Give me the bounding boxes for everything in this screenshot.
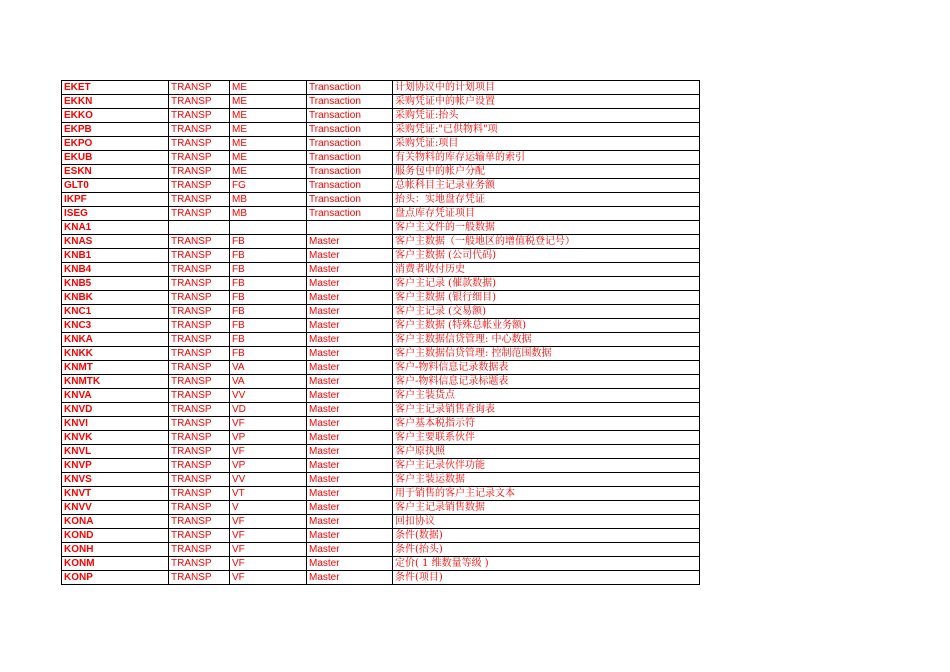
cell-data-type[interactable]: Master [307, 445, 393, 459]
cell-application[interactable]: VF [230, 543, 307, 557]
cell-application[interactable]: FB [230, 347, 307, 361]
cell-data-type[interactable]: Transaction [307, 95, 393, 109]
cell-description[interactable]: 客户主数据信贷管理: 控制范围数据 [393, 347, 700, 361]
cell-data-type[interactable]: Transaction [307, 179, 393, 193]
cell-table-name[interactable]: KNVV [62, 501, 169, 515]
cell-application[interactable]: ME [230, 151, 307, 165]
cell-description[interactable]: 客户主记录 (交易额) [393, 305, 700, 319]
cell-table-class[interactable]: TRANSP [169, 109, 230, 123]
cell-description[interactable]: 定价( 1 维数量等级 ) [393, 557, 700, 571]
table-row [62, 319, 700, 333]
cell-data-type[interactable]: Master [307, 291, 393, 305]
cell-data-type[interactable]: Master [307, 249, 393, 263]
cell-table-name[interactable]: KNAS [62, 235, 169, 249]
cell-description[interactable]: 客户主记录 (催款数据) [393, 277, 700, 291]
table-row [62, 543, 700, 557]
cell-application[interactable]: V [230, 501, 307, 515]
cell-description[interactable]: 总帐科目主记录业务额 [393, 179, 700, 193]
cell-description[interactable]: 客户主记录销售数据 [393, 501, 700, 515]
cell-application[interactable]: FG [230, 179, 307, 193]
cell-table-class[interactable]: TRANSP [169, 123, 230, 137]
cell-application[interactable]: FB [230, 249, 307, 263]
cell-table-class[interactable]: TRANSP [169, 361, 230, 375]
cell-table-class[interactable] [169, 221, 230, 235]
table-row [62, 81, 700, 95]
table-row [62, 207, 700, 221]
cell-data-type[interactable]: Master [307, 277, 393, 291]
cell-application[interactable]: ME [230, 81, 307, 95]
cell-application[interactable]: VD [230, 403, 307, 417]
table-row [62, 109, 700, 123]
table-row [62, 249, 700, 263]
cell-application[interactable]: VF [230, 571, 307, 585]
cell-description[interactable]: 条件(数据) [393, 529, 700, 543]
cell-data-type[interactable]: Transaction [307, 193, 393, 207]
cell-description[interactable]: 条件(抬头) [393, 543, 700, 557]
cell-table-name[interactable]: KNVL [62, 445, 169, 459]
cell-application[interactable]: ME [230, 137, 307, 151]
cell-table-class[interactable]: TRANSP [169, 305, 230, 319]
cell-description[interactable]: 客户主装货点 [393, 389, 700, 403]
cell-data-type[interactable]: Transaction [307, 137, 393, 151]
cell-data-type[interactable]: Master [307, 375, 393, 389]
cell-table-name[interactable]: IKPF [62, 193, 169, 207]
cell-table-name[interactable]: KONH [62, 543, 169, 557]
table-row [62, 515, 700, 529]
cell-application[interactable]: VF [230, 445, 307, 459]
cell-table-name[interactable]: KNMTK [62, 375, 169, 389]
cell-data-type[interactable]: Transaction [307, 123, 393, 137]
cell-table-name[interactable]: KNB1 [62, 249, 169, 263]
cell-table-name[interactable]: EKUB [62, 151, 169, 165]
cell-table-class[interactable]: TRANSP [169, 291, 230, 305]
cell-description[interactable]: 采购凭证:抬头 [393, 109, 700, 123]
cell-table-name[interactable]: EKPB [62, 123, 169, 137]
cell-data-type[interactable]: Transaction [307, 207, 393, 221]
cell-description[interactable]: 抬头：实地盘存凭证 [393, 193, 700, 207]
cell-description[interactable]: 客户主数据 (公司代码) [393, 249, 700, 263]
cell-table-class[interactable]: TRANSP [169, 543, 230, 557]
table-row [62, 417, 700, 431]
table-row [62, 151, 700, 165]
cell-table-class[interactable]: TRANSP [169, 459, 230, 473]
cell-data-type[interactable]: Master [307, 473, 393, 487]
cell-data-type[interactable]: Master [307, 459, 393, 473]
table-row [62, 459, 700, 473]
cell-data-type[interactable]: Master [307, 543, 393, 557]
cell-description[interactable]: 采购凭证中的帐户设置 [393, 95, 700, 109]
table-row [62, 235, 700, 249]
table-row [62, 263, 700, 277]
cell-data-type[interactable]: Master [307, 361, 393, 375]
cell-application[interactable]: FB [230, 305, 307, 319]
cell-data-type[interactable]: Master [307, 515, 393, 529]
cell-table-class[interactable]: TRANSP [169, 263, 230, 277]
cell-application[interactable]: VP [230, 459, 307, 473]
cell-table-name[interactable]: KNBK [62, 291, 169, 305]
cell-table-class[interactable]: TRANSP [169, 193, 230, 207]
cell-application[interactable]: ME [230, 95, 307, 109]
cell-table-name[interactable]: KNB5 [62, 277, 169, 291]
cell-description[interactable]: 计划协议中的计划项目 [393, 81, 700, 95]
cell-data-type[interactable]: Master [307, 235, 393, 249]
cell-table-name[interactable]: KNC1 [62, 305, 169, 319]
cell-table-name[interactable]: KNVT [62, 487, 169, 501]
cell-application[interactable]: ME [230, 123, 307, 137]
table-row [62, 501, 700, 515]
cell-table-name[interactable]: KNMT [62, 361, 169, 375]
cell-application[interactable]: FB [230, 263, 307, 277]
table-row [62, 529, 700, 543]
cell-description[interactable]: 盘点库存凭证项目 [393, 207, 700, 221]
cell-table-class[interactable]: TRANSP [169, 571, 230, 585]
cell-table-class[interactable]: TRANSP [169, 431, 230, 445]
cell-data-type[interactable]: Transaction [307, 81, 393, 95]
cell-application[interactable]: VP [230, 431, 307, 445]
table-body [62, 81, 700, 585]
cell-table-name[interactable]: ISEG [62, 207, 169, 221]
cell-table-class[interactable]: TRANSP [169, 165, 230, 179]
cell-application[interactable]: VT [230, 487, 307, 501]
table-row [62, 487, 700, 501]
cell-description[interactable]: 采购凭证:项目 [393, 137, 700, 151]
cell-application[interactable]: MB [230, 193, 307, 207]
cell-table-class[interactable]: TRANSP [169, 137, 230, 151]
cell-table-class[interactable]: TRANSP [169, 277, 230, 291]
table-row [62, 431, 700, 445]
table-row [62, 361, 700, 375]
table-row [62, 473, 700, 487]
cell-table-name[interactable]: GLT0 [62, 179, 169, 193]
cell-application[interactable]: VF [230, 557, 307, 571]
cell-data-type[interactable]: Master [307, 487, 393, 501]
cell-table-name[interactable]: KNA1 [62, 221, 169, 235]
cell-description[interactable]: 服务包中的帐户分配 [393, 165, 700, 179]
cell-table-class[interactable]: TRANSP [169, 319, 230, 333]
cell-table-class[interactable]: TRANSP [169, 95, 230, 109]
table-row [62, 165, 700, 179]
cell-table-class[interactable]: TRANSP [169, 207, 230, 221]
table-row [62, 221, 700, 235]
cell-application[interactable]: ME [230, 109, 307, 123]
table-row [62, 571, 700, 585]
cell-data-type[interactable]: Master [307, 417, 393, 431]
cell-table-class[interactable]: TRANSP [169, 81, 230, 95]
table-row [62, 95, 700, 109]
cell-table-class[interactable]: TRANSP [169, 515, 230, 529]
table-row [62, 333, 700, 347]
table-row [62, 137, 700, 151]
cell-description[interactable]: 客户主数据 (特殊总帐业务额) [393, 319, 700, 333]
cell-table-class[interactable]: TRANSP [169, 403, 230, 417]
cell-data-type[interactable]: Master [307, 305, 393, 319]
cell-description[interactable]: 客户基本税指示符 [393, 417, 700, 431]
cell-table-name[interactable]: KOND [62, 529, 169, 543]
cell-description[interactable]: 用于销售的客户主记录文本 [393, 487, 700, 501]
cell-table-class[interactable]: TRANSP [169, 417, 230, 431]
cell-data-type[interactable]: Transaction [307, 109, 393, 123]
cell-data-type[interactable]: Master [307, 557, 393, 571]
table-row [62, 193, 700, 207]
table-row [62, 291, 700, 305]
cell-description[interactable]: 采购凭证:"已供物料"项 [393, 123, 700, 137]
cell-table-name[interactable]: KNC3 [62, 319, 169, 333]
table-row [62, 403, 700, 417]
cell-table-name[interactable]: ESKN [62, 165, 169, 179]
cell-data-type[interactable]: Master [307, 529, 393, 543]
cell-table-class[interactable]: TRANSP [169, 179, 230, 193]
cell-table-name[interactable]: KNB4 [62, 263, 169, 277]
cell-data-type[interactable] [307, 221, 393, 235]
cell-table-name[interactable]: EKET [62, 81, 169, 95]
cell-data-type[interactable]: Transaction [307, 151, 393, 165]
cell-description[interactable]: 条件(项目) [393, 571, 700, 585]
cell-data-type[interactable]: Transaction [307, 165, 393, 179]
cell-description[interactable]: 消费者收付历史 [393, 263, 700, 277]
cell-application[interactable]: VA [230, 375, 307, 389]
table-row [62, 557, 700, 571]
table-row [62, 305, 700, 319]
table-row [62, 347, 700, 361]
cell-table-name[interactable]: KONP [62, 571, 169, 585]
cell-description[interactable]: 客户主数据 (银行细目) [393, 291, 700, 305]
cell-description[interactable]: 客户主数据信贷管理: 中心数据 [393, 333, 700, 347]
cell-application[interactable]: VA [230, 361, 307, 375]
cell-table-name[interactable]: KNVP [62, 459, 169, 473]
cell-table-name[interactable]: EKPO [62, 137, 169, 151]
cell-application[interactable]: FB [230, 277, 307, 291]
cell-description[interactable]: 客户-物料信息记录数据表 [393, 361, 700, 375]
table-row [62, 375, 700, 389]
cell-table-name[interactable]: KNVS [62, 473, 169, 487]
cell-table-name[interactable]: KNKK [62, 347, 169, 361]
cell-data-type[interactable]: Master [307, 403, 393, 417]
table-row [62, 389, 700, 403]
cell-table-class[interactable]: TRANSP [169, 151, 230, 165]
cell-table-name[interactable]: KONA [62, 515, 169, 529]
cell-description[interactable]: 客户-物料信息记录标题表 [393, 375, 700, 389]
cell-data-type[interactable]: Master [307, 347, 393, 361]
table-row [62, 179, 700, 193]
cell-application[interactable]: FB [230, 333, 307, 347]
cell-description[interactable]: 客户主记录销售查询表 [393, 403, 700, 417]
cell-description[interactable]: 有关物料的库存运输单的索引 [393, 151, 700, 165]
cell-description[interactable]: 客户主记录伙伴功能 [393, 459, 700, 473]
cell-table-class[interactable]: TRANSP [169, 501, 230, 515]
cell-table-class[interactable]: TRANSP [169, 333, 230, 347]
cell-description[interactable]: 客户主要联系伙伴 [393, 431, 700, 445]
cell-table-class[interactable]: TRANSP [169, 347, 230, 361]
cell-table-class[interactable]: TRANSP [169, 445, 230, 459]
cell-application[interactable]: FB [230, 291, 307, 305]
cell-description[interactable]: 客户原执照 [393, 445, 700, 459]
cell-application[interactable]: FB [230, 235, 307, 249]
cell-data-type[interactable]: Master [307, 319, 393, 333]
cell-table-name[interactable]: KNVD [62, 403, 169, 417]
cell-table-name[interactable]: EKKN [62, 95, 169, 109]
cell-application[interactable]: ME [230, 165, 307, 179]
cell-application[interactable]: VV [230, 389, 307, 403]
cell-table-name[interactable]: KNVK [62, 431, 169, 445]
cell-application[interactable] [230, 221, 307, 235]
cell-table-class[interactable]: TRANSP [169, 487, 230, 501]
cell-application[interactable]: VF [230, 417, 307, 431]
table-row [62, 445, 700, 459]
cell-table-class[interactable]: TRANSP [169, 473, 230, 487]
table-row [62, 123, 700, 137]
cell-application[interactable]: MB [230, 207, 307, 221]
cell-application[interactable]: VF [230, 529, 307, 543]
cell-table-name[interactable]: EKKO [62, 109, 169, 123]
spreadsheet-sheet [61, 80, 699, 585]
cell-application[interactable]: FB [230, 319, 307, 333]
cell-table-name[interactable]: KONM [62, 557, 169, 571]
cell-application[interactable]: VV [230, 473, 307, 487]
cell-table-class[interactable]: TRANSP [169, 375, 230, 389]
cell-description[interactable]: 客户主数据（一般地区的增值税登记号） [393, 235, 700, 249]
cell-application[interactable]: VF [230, 515, 307, 529]
cell-data-type[interactable]: Master [307, 431, 393, 445]
cell-description[interactable]: 客户主装运数据 [393, 473, 700, 487]
cell-table-class[interactable]: TRANSP [169, 557, 230, 571]
cell-table-name[interactable]: KNVI [62, 417, 169, 431]
cell-data-type[interactable]: Master [307, 571, 393, 585]
cell-data-type[interactable]: Master [307, 333, 393, 347]
cell-table-class[interactable]: TRANSP [169, 235, 230, 249]
cell-table-name[interactable]: KNVA [62, 389, 169, 403]
cell-table-class[interactable]: TRANSP [169, 389, 230, 403]
table-list [61, 80, 700, 585]
cell-data-type[interactable]: Master [307, 263, 393, 277]
cell-data-type[interactable]: Master [307, 389, 393, 403]
cell-description[interactable]: 回扣协议 [393, 515, 700, 529]
cell-description[interactable]: 客户主文件的一般数据 [393, 221, 700, 235]
table-row [62, 277, 700, 291]
cell-table-name[interactable]: KNKA [62, 333, 169, 347]
cell-data-type[interactable]: Master [307, 501, 393, 515]
cell-table-class[interactable]: TRANSP [169, 249, 230, 263]
cell-table-class[interactable]: TRANSP [169, 529, 230, 543]
